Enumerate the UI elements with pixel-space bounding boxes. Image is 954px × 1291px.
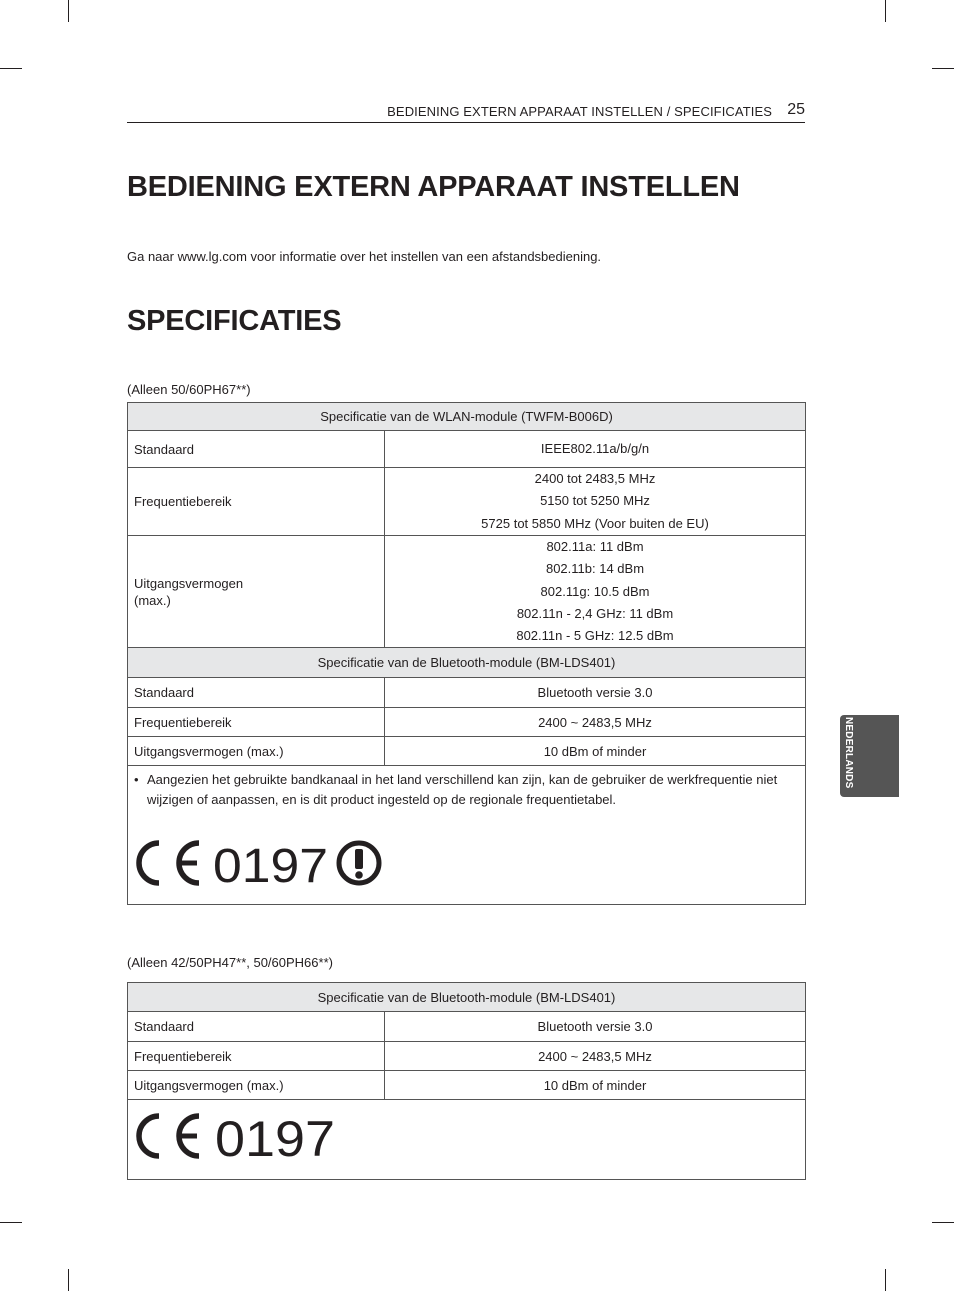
value-line: 802.11a: 11 dBm [546, 539, 644, 554]
bt-module-header: Specificatie van de Bluetooth-module (BM-LDS401) [128, 983, 806, 1012]
ce-mark-icon [139, 843, 199, 883]
table-row [128, 1042, 806, 1071]
table-header-row [128, 983, 806, 1012]
crop-mark [0, 68, 22, 69]
page-number: 25 [787, 101, 805, 118]
crop-mark [0, 1222, 22, 1223]
table-row [128, 737, 806, 766]
notified-body-number: 0197 [213, 840, 328, 889]
intro-text: Ga naar www.lg.com voor informatie over het instellen van een afstandsbediening. [127, 249, 602, 264]
notice-text: Aangezien het gebruikte bandkanaal in het land verschillend kan zijn, kan de gebruiker de werkfrequentie niet wijzigen of aanpassen, en is dit product ingesteld op de regionale frequentietabel. [147, 772, 778, 807]
model-note-2: (Alleen 42/50PH47**, 50/60PH66**) [127, 955, 333, 970]
value-line: 5150 tot 5250 MHz [540, 493, 650, 509]
row-label: Standaard [128, 1012, 385, 1042]
row-value [385, 468, 806, 536]
table-row [128, 1100, 806, 1180]
row-label: Uitgangsvermogen (max.) [128, 536, 385, 648]
language-tab [840, 715, 899, 797]
row-value: 2400 ~ 2483,5 MHz [385, 708, 806, 737]
notified-body-number: 0197 [215, 1111, 335, 1162]
row-value [385, 536, 806, 648]
table-row [128, 431, 806, 468]
row-label: Uitgangsvermogen (max.) [128, 737, 385, 766]
row-label: Frequentiebereik [128, 468, 385, 536]
crop-mark [68, 1269, 69, 1291]
row-label: Uitgangsvermogen (max.) [128, 1071, 385, 1100]
ce-marking [135, 1110, 345, 1162]
spec-table-bt [127, 982, 806, 1180]
table-header-row [128, 403, 806, 431]
table-row [128, 1012, 806, 1042]
value-line: IEEE802.11a/b/g/n [540, 440, 650, 456]
row-label: Frequentiebereik [128, 1042, 385, 1071]
spec-table-wlan-bt [127, 402, 806, 905]
row-value: Bluetooth versie 3.0 [385, 678, 806, 708]
crop-mark [885, 1269, 886, 1291]
row-label: Frequentiebereik [128, 708, 385, 737]
row-label: Standaard [128, 431, 385, 468]
value-line: 802.11n - 5 GHz: 12.5 dBm [516, 628, 674, 644]
running-header-title: BEDIENING EXTERN APPARAAT INSTELLEN / SPECIFICATIES [387, 104, 772, 119]
wlan-module-header: Specificatie van de WLAN-module (TWFM-B006D) [128, 403, 806, 431]
crop-mark [68, 0, 69, 22]
value-line: 802.11b: 14 dBm [545, 561, 645, 577]
value-line: 802.11g: 10.5 dBm [540, 583, 650, 599]
bullet-dot: • [134, 772, 139, 788]
table-row [128, 678, 806, 708]
table-row [128, 766, 806, 905]
table-row [128, 708, 806, 737]
table-row [128, 536, 806, 648]
section-title-external-control: BEDIENING EXTERN APPARAAT INSTELLEN [127, 171, 740, 203]
model-note-1: (Alleen 50/60PH67**) [127, 382, 251, 397]
marking-cell [128, 1100, 806, 1180]
table-header-row [128, 648, 806, 678]
notice-cell [128, 766, 806, 905]
running-header [127, 100, 805, 123]
row-value: 10 dBm of minder [385, 1071, 806, 1100]
value-line: 2400 tot 2483,5 MHz [534, 471, 656, 487]
table-row [128, 1071, 806, 1100]
row-value: 2400 ~ 2483,5 MHz [385, 1042, 806, 1071]
value-line: 5725 tot 5850 MHz (Voor buiten de EU) [481, 515, 709, 531]
bt-module-header: Specificatie van de Bluetooth-module (BM-LDS401) [128, 648, 806, 678]
ce-marking-row [135, 838, 385, 888]
row-value [385, 431, 806, 468]
value-line: 802.11n - 2,4 GHz: 11 dBm [516, 605, 674, 621]
alert-class2-icon [339, 843, 379, 883]
row-value: Bluetooth versie 3.0 [385, 1012, 806, 1042]
row-label: Standaard [128, 678, 385, 708]
row-value: 10 dBm of minder [385, 737, 806, 766]
section-title-specifications: SPECIFICATIES [127, 305, 342, 337]
ce-marking [135, 838, 385, 888]
language-tab-label: NEDERLANDS [843, 717, 854, 789]
ce-mark-icon [139, 1116, 199, 1156]
notice-bullet [128, 766, 805, 809]
ce-marking-row [135, 1110, 345, 1162]
crop-mark [932, 1222, 954, 1223]
table-row [128, 468, 806, 536]
crop-mark [932, 68, 954, 69]
crop-mark [885, 0, 886, 22]
